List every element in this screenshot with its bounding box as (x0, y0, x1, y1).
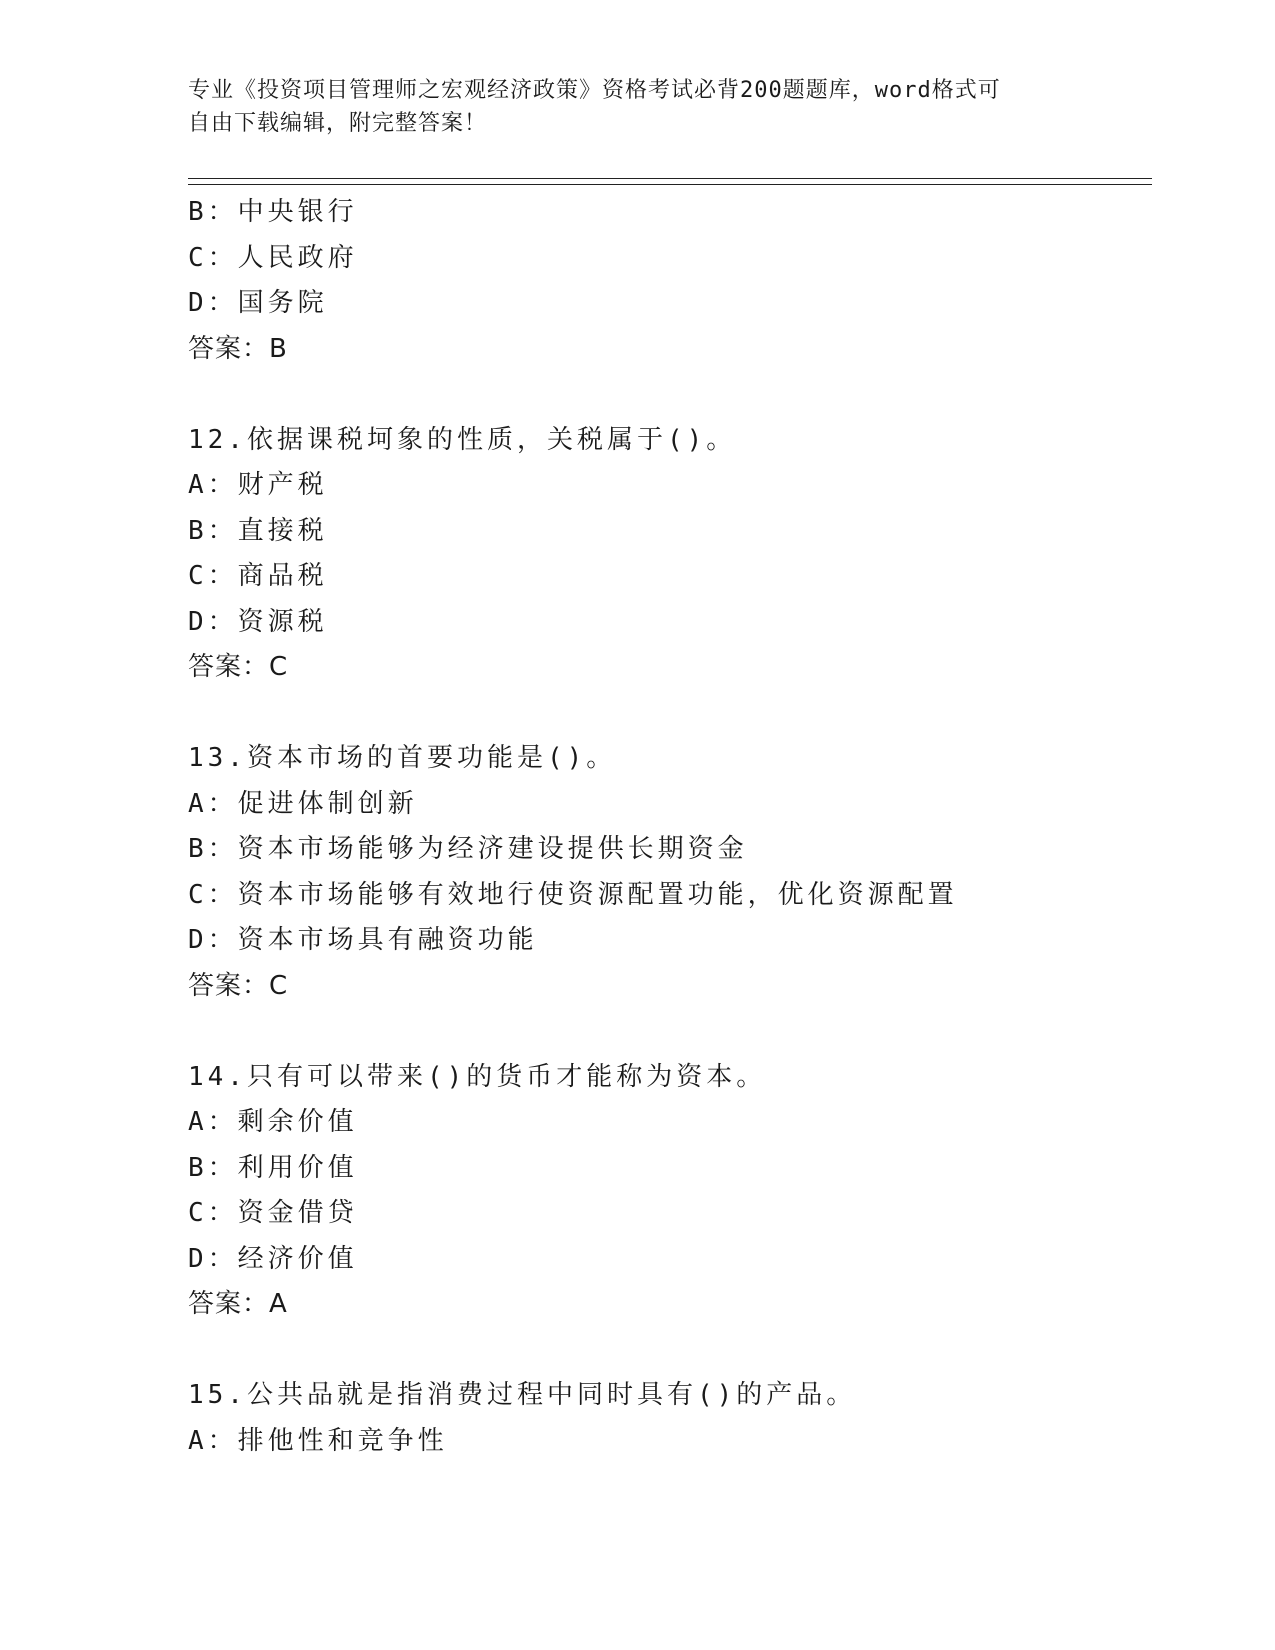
option-a: A：财产税 (188, 470, 328, 500)
question-12 (188, 418, 1148, 691)
answer-line: 答案：C (188, 970, 289, 1001)
question-stem: 12.依据课税坷象的性质，关税属于()。 (188, 424, 737, 455)
previous-question-tail (188, 190, 1148, 372)
document-header (188, 74, 1068, 140)
option-b: B：中央银行 (188, 197, 358, 227)
option-d: D：资源税 (188, 606, 328, 637)
answer-line: 答案：C (188, 652, 289, 682)
question-13 (188, 736, 1148, 1009)
spacer (188, 691, 1148, 737)
option-a: A：剩余价值 (188, 1107, 358, 1137)
question-stem: 13.资本市场的首要功能是()。 (188, 743, 617, 773)
header-divider (188, 178, 1152, 185)
option-a: A：排他性和竞争性 (188, 1425, 448, 1456)
option-d: D：经济价值 (188, 1243, 358, 1274)
question-stem: 14.只有可以带来()的货币才能称为资本。 (188, 1061, 767, 1092)
option-a: A：促进体制创新 (188, 788, 418, 819)
answer-line: 答案：A (188, 1289, 288, 1319)
option-c: C：资金借贷 (188, 1198, 358, 1228)
option-c: C：商品税 (188, 561, 328, 591)
option-c: C：资本市场能够有效地行使资源配置功能，优化资源配置 (188, 879, 958, 910)
spacer (188, 372, 1148, 418)
answer-line: 答案：B (188, 333, 288, 364)
option-b: B：利用价值 (188, 1152, 358, 1183)
question-15 (188, 1373, 1148, 1464)
question-14 (188, 1055, 1148, 1328)
header-line-1: 专业《投资项目管理师之宏观经济政策》资格考试必背200题题库，word格式可 (188, 78, 1001, 103)
option-b: B：直接税 (188, 515, 328, 546)
spacer (188, 1009, 1148, 1055)
question-list (188, 190, 1148, 1464)
option-b: B：资本市场能够为经济建设提供长期资金 (188, 834, 748, 864)
header-line-2: 自由下载编辑，附完整答案！ (188, 111, 488, 136)
option-d: D：国务院 (188, 288, 328, 318)
option-c: C：人民政府 (188, 242, 358, 273)
option-d: D：资本市场具有融资功能 (188, 925, 538, 955)
spacer (188, 1328, 1148, 1374)
question-stem: 15.公共品就是指消费过程中同时具有()的产品。 (188, 1380, 857, 1410)
